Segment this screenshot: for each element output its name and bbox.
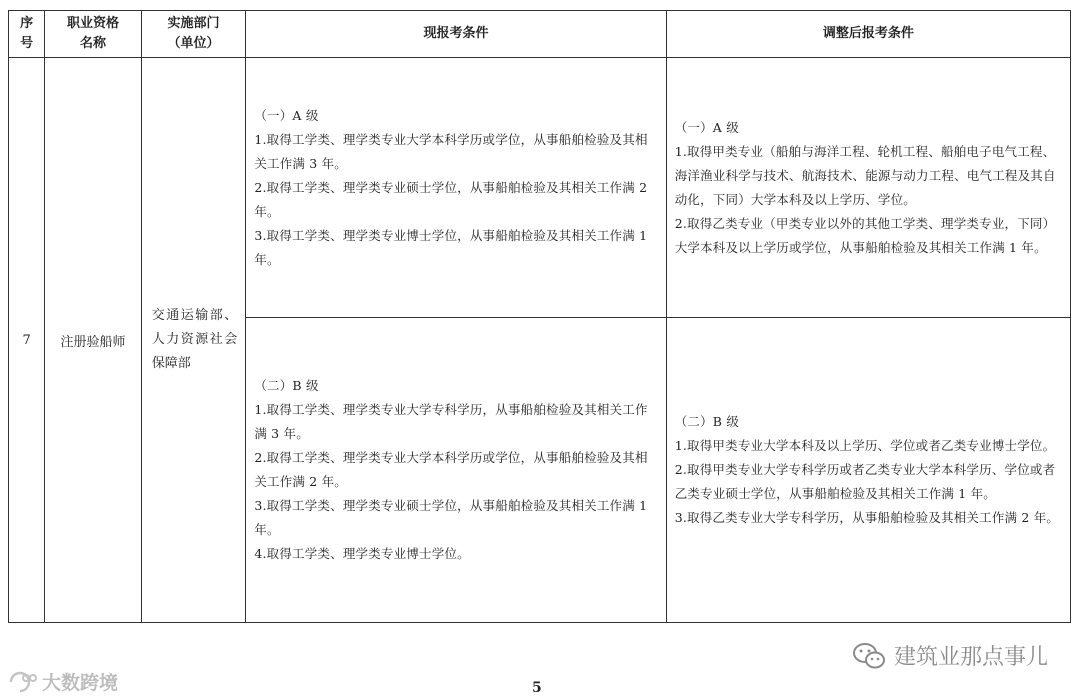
level-b-current-line: 2.取得工学类、理学类专业大学本科学历或学位，从事船舶检验及其相关工作满 2 年。: [254, 450, 648, 489]
level-b-adjusted-line: （二）B 级: [674, 414, 740, 429]
level-b-current-line: 4.取得工学类、理学类专业博士学位。: [254, 546, 470, 561]
level-b-adjusted-line: 3.取得乙类专业大学专科学历，从事船舶检验及其相关工作满 2 年。: [674, 510, 1060, 525]
row-qual-name: [45, 58, 142, 623]
header-adjusted-text: 调整后报考条件: [822, 26, 914, 41]
wechat-watermark-text: 建筑业那点事儿: [893, 645, 1048, 670]
header-current: [246, 11, 666, 58]
brand-watermark: [8, 668, 118, 695]
page-number: 5: [532, 680, 542, 696]
header-adjusted: [666, 11, 1070, 58]
level-a-adjusted-line: 1.取得甲类专业（船舶与海洋工程、轮机工程、船舶电子电气工程、海洋渔业科学与技术、航海技术、能源与动力工程、电气工程及其自动化，下同）大学本科及以上学历、学位。: [674, 143, 1056, 207]
level-a-current-line: （一）A 级: [254, 107, 319, 123]
level-b-current: [246, 318, 666, 623]
level-a-adjusted-line: 2.取得乙类专业（甲类专业以外的其他工学类、理学类专业，下同）大学本科及以上学历或学位，从事船舶检验及其相关工作满 1 年。: [674, 215, 1056, 255]
brand-logo-icon: [8, 670, 38, 694]
level-a-current-line: 2.取得工学类、理学类专业硕士学位，从事船舶检验及其相关工作满 2 年。: [254, 179, 648, 219]
row-qual-name-text: 注册验船师: [60, 334, 126, 350]
row-seq: [9, 58, 45, 623]
header-dept: [141, 11, 246, 58]
level-b-current-line: （二）B 级: [254, 378, 319, 393]
level-b-adjusted-line: 1.取得甲类专业大学本科及以上学历、学位或者乙类专业博士学位。: [674, 438, 1056, 453]
level-a-current-line: 3.取得工学类、理学类专业博士学位，从事船舶检验及其相关工作满 1 年。: [254, 227, 648, 267]
wechat-watermark: [852, 640, 1048, 671]
level-a-adjusted-line: （一）A 级: [674, 119, 739, 135]
wechat-icon: [852, 642, 886, 670]
row-level-a: [9, 58, 1071, 318]
level-a-current: [246, 58, 666, 318]
brand-watermark-text: 大数跨境: [42, 672, 119, 694]
row-seq-text: 7: [22, 332, 31, 348]
row-dept-text: 交通运输部、人力资源社会保障部: [151, 308, 238, 371]
header-row: [9, 11, 1071, 58]
level-b-adjusted-line: 2.取得甲类专业大学专科学历或者乙类专业大学本科学历、学位或者乙类专业硕士学位，从事船舶检验及其相关工作满 1 年。: [674, 462, 1056, 501]
header-seq: [9, 11, 45, 58]
level-b-current-line: 1.取得工学类、理学类专业大学专科学历，从事船舶检验及其相关工作满 3 年。: [254, 402, 648, 441]
qualification-table: [8, 10, 1071, 623]
level-a-adjusted: [666, 58, 1070, 318]
header-qual-name: [45, 11, 142, 58]
level-b-adjusted: [666, 318, 1070, 623]
header-qual-name-text: 职业资格 名称: [66, 16, 119, 51]
header-dept-text: 实施部门 （单位）: [167, 16, 220, 51]
header-current-text: 现报考条件: [423, 26, 489, 41]
row-dept: [141, 58, 246, 623]
header-seq-text: 序 号: [20, 16, 34, 51]
level-a-current-line: 1.取得工学类、理学类专业大学本科学历或学位，从事船舶检验及其相关工作满 3 年。: [254, 131, 648, 171]
level-b-current-line: 3.取得工学类、理学类专业硕士学位，从事船舶检验及其相关工作满 1 年。: [254, 498, 648, 537]
